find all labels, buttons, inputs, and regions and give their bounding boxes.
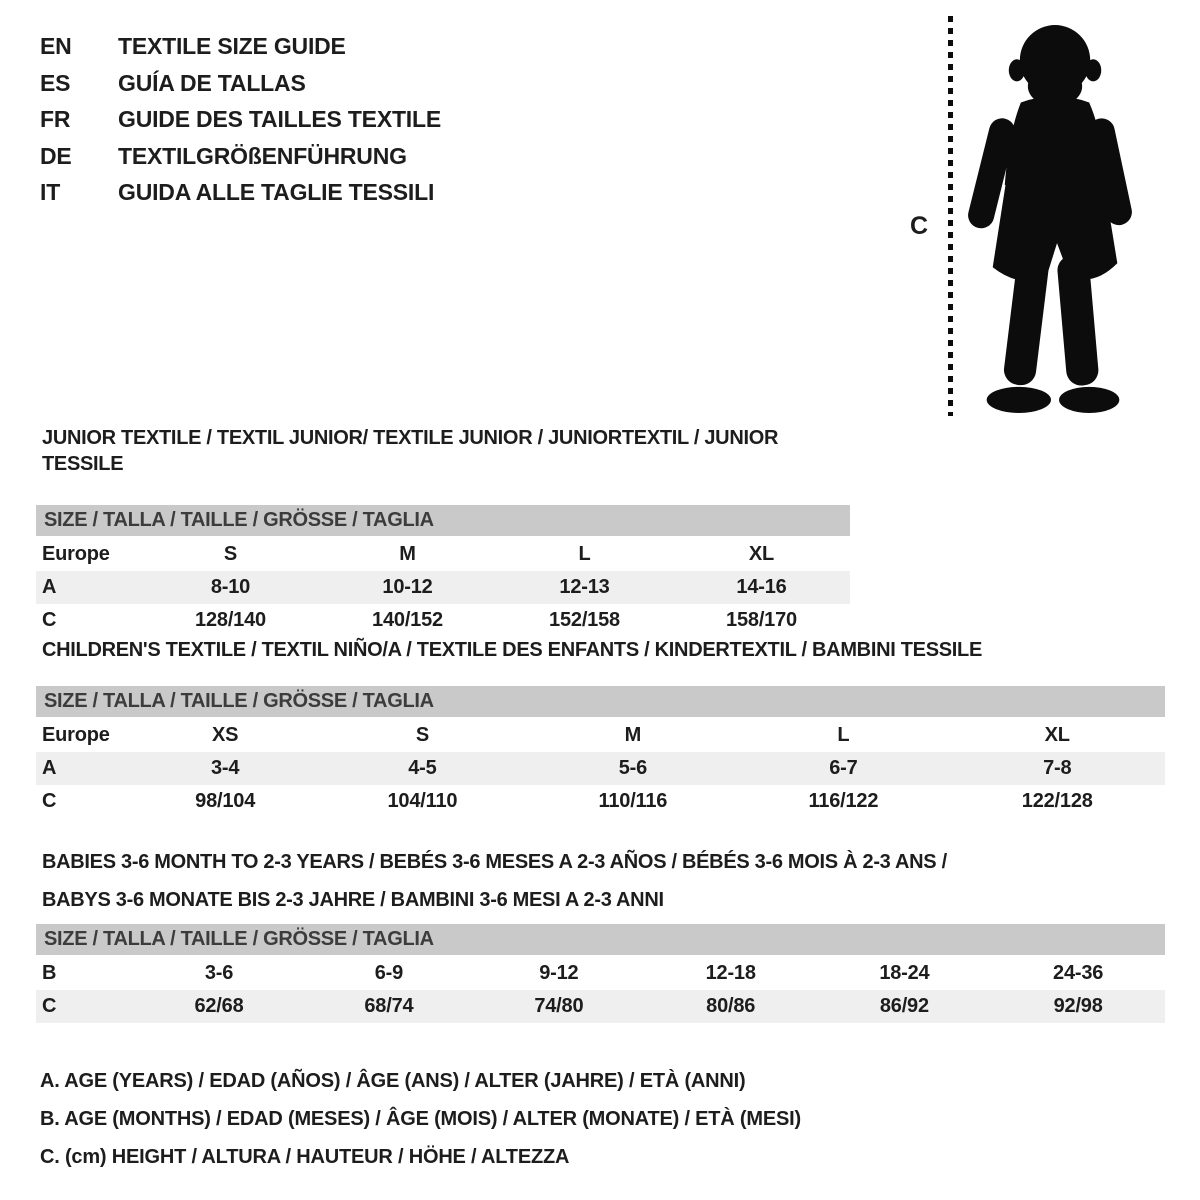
size-cell: 98/104 <box>195 790 256 812</box>
language-code: EN <box>40 33 72 59</box>
language-code: FR <box>40 106 71 132</box>
size-cell: 10-12 <box>382 576 433 598</box>
note-line: C. (cm) HEIGHT / ALTURA / HAUTEUR / HÖHE / ALTEZZA <box>40 1146 570 1168</box>
height-dashed-line <box>948 16 953 416</box>
size-cell: 8-10 <box>210 576 251 598</box>
size-cell: 104/110 <box>387 790 458 812</box>
table-header-bar: SIZE / TALLA / TAILLE / GRÖSSE / TAGLIA <box>36 505 850 536</box>
size-cell: 6-9 <box>374 962 404 984</box>
size-cell: S <box>415 724 429 746</box>
language-title: TEXTILGRÖßENFÜHRUNG <box>118 142 407 169</box>
row-label: Europe <box>42 724 110 746</box>
size-table <box>36 538 850 637</box>
size-cell: XS <box>212 724 239 746</box>
size-cell: 18-24 <box>879 962 930 984</box>
row-label: Europe <box>42 543 110 565</box>
size-cell: 12-18 <box>705 962 756 984</box>
table-row <box>36 719 1165 752</box>
size-cell: 9-12 <box>539 962 579 984</box>
table-header-bar: SIZE / TALLA / TAILLE / GRÖSSE / TAGLIA <box>36 686 1165 717</box>
note-line: A. AGE (YEARS) / EDAD (AÑOS) / ÂGE (ANS) / ALTER (JAHRE) / ETÀ (ANNI) <box>40 1070 746 1092</box>
size-cell: S <box>223 543 238 565</box>
section-title-line: CHILDREN'S TEXTILE / TEXTIL NIÑO/A / TEXTILE DES ENFANTS / KINDERTEXTIL / BAMBINI TESSILE <box>42 639 982 661</box>
size-cell: 92/98 <box>1053 995 1103 1017</box>
size-cell: 12-13 <box>559 576 610 598</box>
note-line: B. AGE (MONTHS) / EDAD (MESES) / ÂGE (MOIS) / ALTER (MONATE) / ETÀ (MESI) <box>40 1108 801 1130</box>
size-cell: M <box>624 724 642 746</box>
section-title <box>36 425 850 477</box>
language-code: IT <box>40 179 61 205</box>
table-row <box>36 957 1165 990</box>
baby-silhouette-image <box>966 14 1138 418</box>
language-row <box>40 174 441 211</box>
language-code: DE <box>40 142 72 169</box>
language-code: ES <box>40 69 71 96</box>
table-header-bar: SIZE / TALLA / TAILLE / GRÖSSE / TAGLIA <box>36 924 1165 955</box>
table-row <box>36 752 1165 785</box>
language-title: GUIDE DES TAILLES TEXTILE <box>118 106 441 132</box>
size-cell: L <box>837 724 850 746</box>
row-label: A <box>42 576 57 598</box>
language-row <box>40 28 441 65</box>
language-list <box>40 28 441 211</box>
size-table <box>36 719 1165 818</box>
size-cell: 4-5 <box>408 757 437 779</box>
size-cell: 152/158 <box>549 609 620 631</box>
size-cell: 7-8 <box>1043 757 1072 779</box>
size-cell: 14-16 <box>736 576 787 598</box>
section-title-line: BABIES 3-6 MONTH TO 2-3 YEARS / BEBÉS 3-6 MESES A 2-3 AÑOS / BÉBÉS 3-6 MOIS À 2-3 ANS / <box>42 851 947 873</box>
table-row <box>36 990 1165 1023</box>
row-label: C <box>42 995 57 1017</box>
language-row <box>40 101 441 138</box>
size-cell: 116/122 <box>808 790 879 812</box>
section-title <box>36 843 1165 919</box>
row-label: B <box>42 962 57 984</box>
size-cell: 62/68 <box>194 995 244 1017</box>
language-row <box>40 138 441 175</box>
size-cell: 122/128 <box>1021 790 1093 812</box>
size-cell: 128/140 <box>195 609 266 631</box>
section-babies <box>36 843 1165 1023</box>
language-title: GUÍA DE TALLAS <box>118 69 306 96</box>
size-cell: 110/116 <box>598 790 668 812</box>
table-row <box>36 538 850 571</box>
size-cell: 24-36 <box>1053 962 1104 984</box>
size-cell: XL <box>1044 724 1070 746</box>
row-label: A <box>42 757 57 779</box>
size-cell: 158/170 <box>726 609 797 631</box>
row-label: C <box>42 609 57 631</box>
size-cell: 5-6 <box>618 757 648 779</box>
height-measure-label: C <box>910 212 929 240</box>
notes <box>40 1062 801 1176</box>
size-cell: 74/80 <box>534 995 584 1017</box>
row-label: C <box>42 790 57 812</box>
size-cell: 3-4 <box>211 757 240 779</box>
size-table <box>36 957 1165 1023</box>
section-children <box>36 637 1165 818</box>
language-row <box>40 65 441 102</box>
section-title <box>36 637 1165 663</box>
size-cell: 6-7 <box>829 757 858 779</box>
table-row <box>36 571 850 604</box>
size-cell: L <box>578 543 591 565</box>
size-cell: 86/92 <box>879 995 929 1017</box>
size-cell: 80/86 <box>706 995 756 1017</box>
table-row <box>36 785 1165 818</box>
section-title-line: BABYS 3-6 MONATE BIS 2-3 JAHRE / BAMBINI 3-6 MESI A 2-3 ANNI <box>42 889 664 911</box>
size-cell: XL <box>748 543 775 565</box>
size-cell: M <box>399 543 416 565</box>
size-cell: 140/152 <box>372 609 443 631</box>
section-junior <box>36 425 850 637</box>
language-title: TEXTILE SIZE GUIDE <box>118 33 346 59</box>
section-title-line: JUNIOR TEXTILE / TEXTIL JUNIOR/ TEXTILE JUNIOR / JUNIORTEXTIL / JUNIOR TESSILE <box>42 427 779 475</box>
language-title: GUIDA ALLE TAGLIE TESSILI <box>118 179 435 205</box>
size-cell: 68/74 <box>364 995 414 1017</box>
table-row <box>36 604 850 637</box>
size-cell: 3-6 <box>204 962 234 984</box>
